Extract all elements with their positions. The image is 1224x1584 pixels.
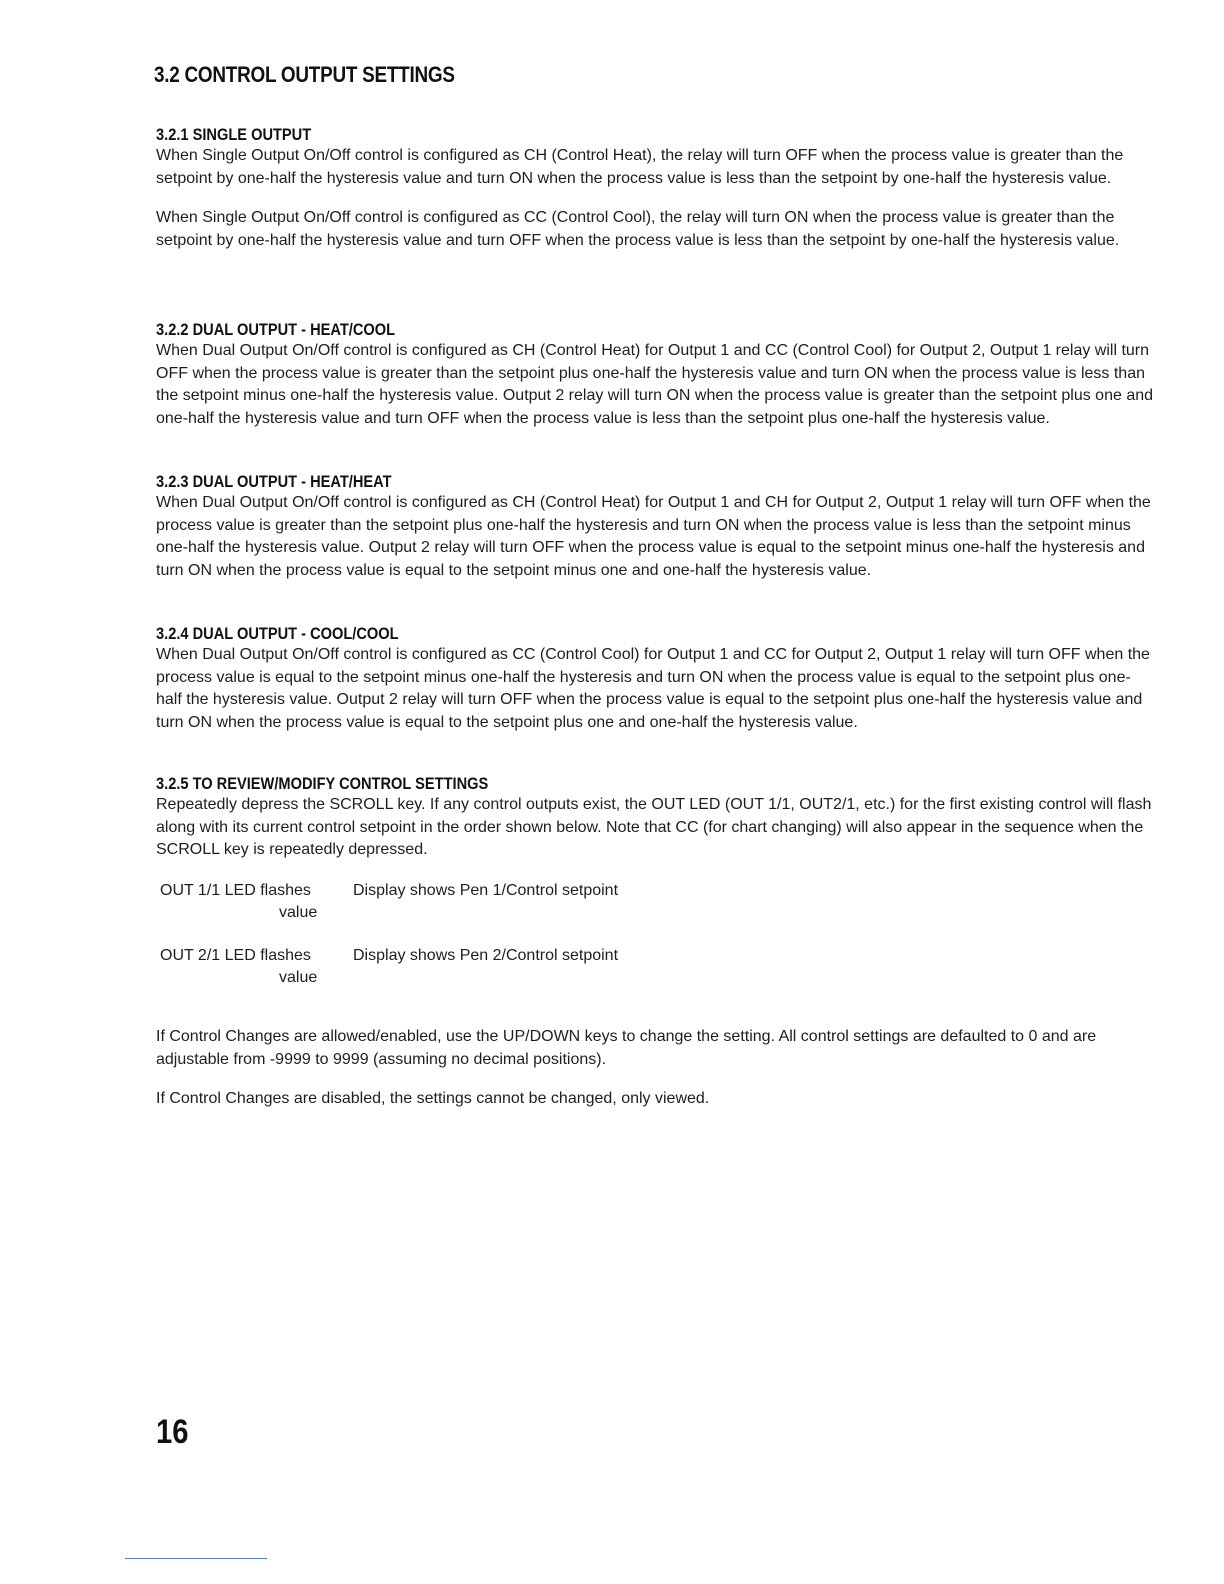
led-display-text: Display shows Pen 1/Control setpoint [353,882,619,899]
section-single-output [156,125,1156,252]
page-number: 16 [156,1413,189,1451]
led-display-suffix: value [279,969,318,986]
closing-notes [156,1026,1156,1111]
paragraph: When Dual Output On/Off control is configured as CH (Control Heat) for Output 1 and CC (Control Cool) for Output 2, Output 1 relay will turn OFF when the process value is greater than the setpoint plus one-half the hysteresis value and turn ON when the process value is less than the setpoint minus one-half the hysteresis value. Output 2 relay will turn ON when the process value is greater than the setpoint plus one and one-half the hysteresis value and turn OFF when the process value is less than the setpoint plus one-half the hysteresis value. [156,342,1154,427]
led-label: OUT 1/1 LED flashes [160,882,311,899]
led-label: OUT 2/1 LED flashes [160,947,311,964]
section-dual-heat-heat [156,472,1156,582]
led-display-text: Display shows Pen 2/Control setpoint [353,947,619,964]
paragraph: When Dual Output On/Off control is configured as CC (Control Cool) for Output 1 and CC for Output 2, Output 1 relay will turn OFF when the process value is equal to the setpoint minus one-half the hysteresis and turn ON when the process value is equal to the setpoint plus one-half the hysteresis value. Output 2 relay will turn OFF when the process value is equal to the setpoint plus one-half the hysteresis value and turn ON when the process value is equal to the setpoint plus one and one-half the hysteresis value. [156,646,1150,731]
section-heading: 3.2.2 DUAL OUTPUT - HEAT/COOL [156,320,396,339]
paragraph: When Single Output On/Off control is configured as CH (Control Heat), the relay will turn OFF when the process value is greater than the setpoint by one-half the hysteresis value and turn ON when the process value is less than the setpoint by one-half the hysteresis value. [156,147,1124,187]
section-heading: 3.2.5 TO REVIEW/MODIFY CONTROL SETTINGS [156,774,489,793]
section-dual-cool-cool [156,624,1156,734]
footer-rule [125,1558,267,1559]
paragraph: When Dual Output On/Off control is configured as CH (Control Heat) for Output 1 and CH for Output 2, Output 1 relay will turn OFF when the process value is greater than the setpoint plus one-half the hysteresis and turn ON when the process value is less than the setpoint minus one-half the hysteresis value. Output 2 relay will turn OFF when the process value is equal to the setpoint minus one-half the hysteresis and turn ON when the process value is equal to the setpoint minus one and one-half the hysteresis value. [156,494,1151,579]
section-heading: 3.2.4 DUAL OUTPUT - COOL/COOL [156,624,399,643]
section-dual-heat-cool [156,320,1156,430]
paragraph: If Control Changes are disabled, the settings cannot be changed, only viewed. [156,1090,710,1107]
paragraph: Repeatedly depress the SCROLL key. If any control outputs exist, the OUT LED (OUT 1/1, OUT2/1, etc.) for the first existing control will flash along with its current control setpoint in the order shown below. Note that CC (for chart changing) will also appear in the sequence when the SCROLL key is repeatedly depressed. [156,796,1152,858]
section-heading: 3.2.1 SINGLE OUTPUT [156,125,312,144]
section-review-modify [156,774,1156,862]
paragraph: When Single Output On/Off control is configured as CC (Control Cool), the relay will turn ON when the process value is greater than the setpoint by one-half the hysteresis value and turn OFF when the process value is less than the setpoint by one-half the hysteresis value. [156,209,1120,249]
paragraph: If Control Changes are allowed/enabled, use the UP/DOWN keys to change the setting. All control settings are defaulted to 0 and are adjustable from -9999 to 9999 (assuming no decimal positions). [156,1028,1097,1068]
led-display-suffix: value [279,904,318,921]
section-heading: 3.2.3 DUAL OUTPUT - HEAT/HEAT [156,472,392,491]
page-title: 3.2 CONTROL OUTPUT SETTINGS [154,62,455,87]
